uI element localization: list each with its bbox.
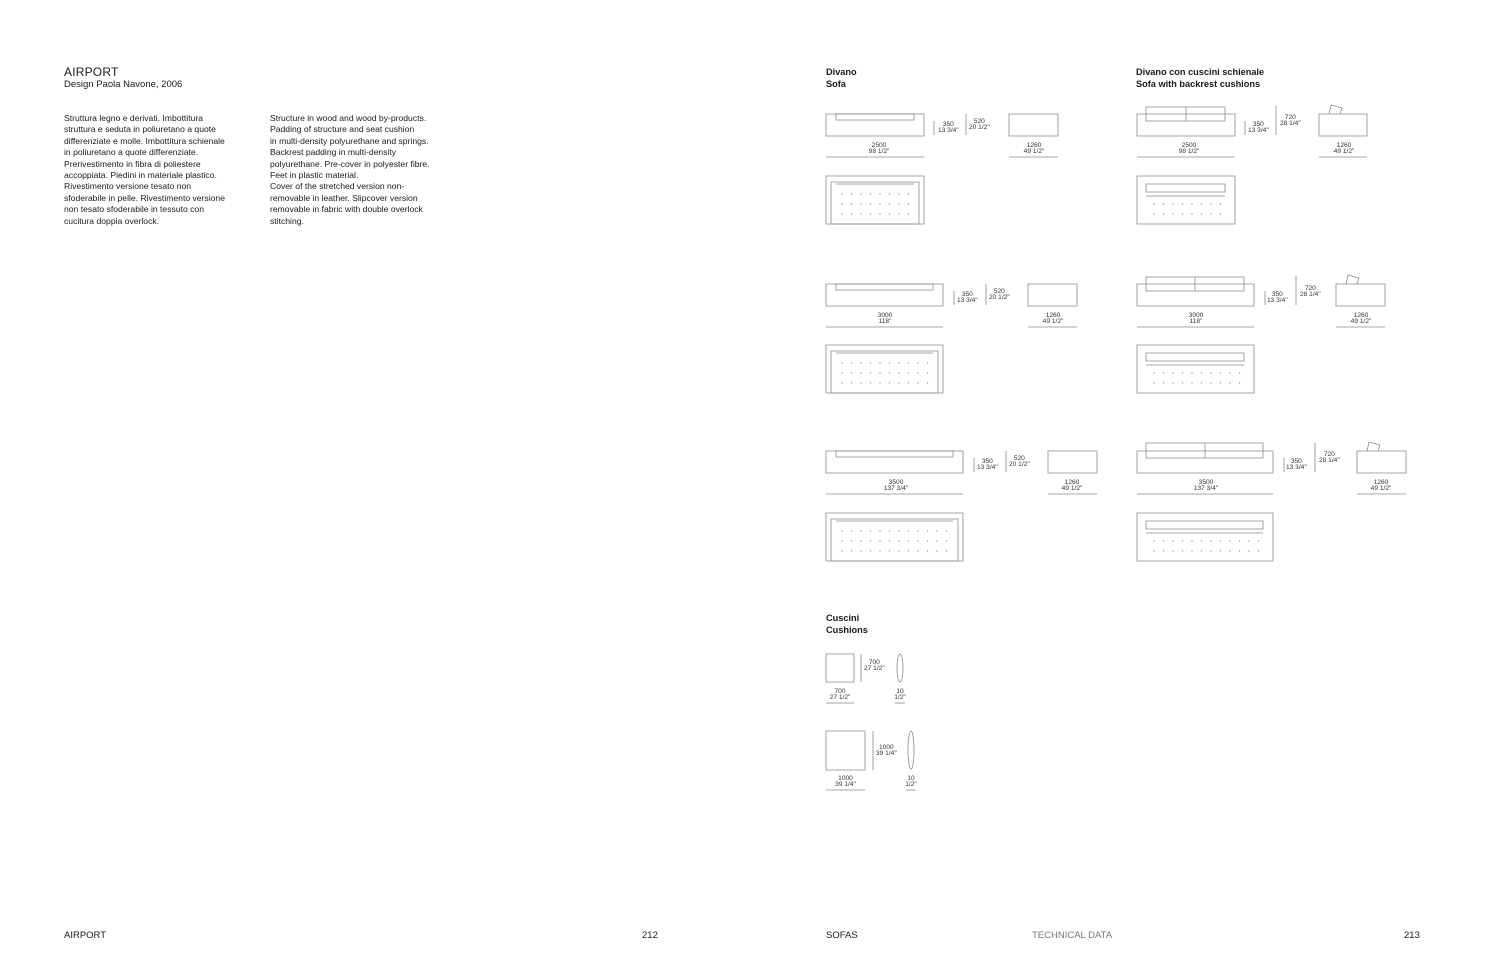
tufting-dot [1182, 550, 1183, 551]
description-english: Structure in wood and wood by-products. Padding of structure and seat cushion in multi-density polyurethane and springs. Backrest padding in multi-density polyurethane. Pre-cover in polyester fibre. Feet in plastic material. Cover of the stretched version non- removable in leather. Slipcover version removable in fabric with double overlock stitching. [270, 113, 430, 226]
tufting-dot [1163, 203, 1164, 204]
tufting-dot [1172, 213, 1173, 214]
tufting-dot [851, 203, 852, 204]
dim-cushion-thickness: 10 1/2" [905, 775, 917, 789]
tufting-dot [1210, 550, 1211, 551]
tufting-dot [898, 203, 899, 204]
tufting-dot [1229, 372, 1230, 373]
tufting-dot [1248, 550, 1249, 551]
dim-width: 2500 98 1/2" [868, 142, 890, 156]
tufting-dot [1210, 540, 1211, 541]
tufting-dot [917, 530, 918, 531]
dim-cushion-width: 1000 39 1/4" [835, 775, 856, 789]
tufting-dot [860, 203, 861, 204]
tufting-dot [851, 550, 852, 551]
tufting-dot [860, 550, 861, 551]
tufting-dot [908, 193, 909, 194]
dim-depth: 1260 49 1/2" [1042, 312, 1064, 326]
tufting-dot [1201, 550, 1202, 551]
tufting-dot [851, 193, 852, 194]
tufting-dot [870, 530, 871, 531]
description-italian: Struttura legno e derivati. Imbottitura struttura e seduta in poliuretano a quote differenziate e molle. Imbottitura schienale in poliuretano a quote differenziate. Prerivestimento in fibra di poliestere accoppiata. Piedini in materiale plastico. Rivestimento versione tesato non sfoderabile in pelle. Rivestimento versione non tesato sfoderabile in tessuto con cucitura doppia overlock. [64, 113, 225, 226]
tufting-dot [1248, 540, 1249, 541]
tufting-dot [841, 372, 842, 373]
dim-cushion-thickness: 10 1/2" [894, 688, 906, 702]
tufting-dot [936, 540, 937, 541]
backrest-heading-it: Divano con cuscini schienale [1136, 67, 1265, 77]
tufting-dot [1163, 372, 1164, 373]
tufting-dot [870, 372, 871, 373]
dim-back-height: 720 28 1/4" [1319, 451, 1340, 465]
tufting-dot [879, 530, 880, 531]
tufting-dot [908, 540, 909, 541]
tufting-dot [936, 530, 937, 531]
tufting-dot [870, 362, 871, 363]
tufting-dot [879, 193, 880, 194]
sofa-heading-en: Sofa [826, 78, 846, 89]
tufting-dot [860, 213, 861, 214]
tufting-dot [927, 372, 928, 373]
tufting-dot [1191, 540, 1192, 541]
tufting-dot [936, 550, 937, 551]
tufting-dot [1182, 203, 1183, 204]
tufting-dot [946, 530, 947, 531]
tufting-dot [851, 372, 852, 373]
tufting-dot [841, 362, 842, 363]
tufting-dot [889, 540, 890, 541]
tufting-dot [860, 372, 861, 373]
tufting-dot [927, 382, 928, 383]
tufting-dot [879, 550, 880, 551]
tufting-dot [1239, 382, 1240, 383]
tufting-dot [1153, 382, 1154, 383]
tufting-dot [1153, 550, 1154, 551]
cushions-heading-en: Cushions [826, 624, 868, 635]
tufting-dot [1258, 550, 1259, 551]
dim-depth: 1260 49 1/2" [1061, 479, 1083, 493]
tufting-dot [898, 550, 899, 551]
dim-seat: 350 13 3/4" [1286, 458, 1307, 472]
tufting-dot [1191, 372, 1192, 373]
tufting-dot [889, 213, 890, 214]
dim-back-height: 720 28 1/4" [1280, 114, 1301, 128]
tufting-dot [1229, 540, 1230, 541]
tufting-dot [841, 193, 842, 194]
tufting-dot [946, 540, 947, 541]
tufting-dot [908, 530, 909, 531]
tufting-dot [1239, 550, 1240, 551]
backrest-heading-en: Sofa with backrest cushions [1136, 78, 1261, 89]
footer-product-name: AIRPORT [64, 930, 107, 941]
tufting-dot [1229, 550, 1230, 551]
tufting-dot [908, 213, 909, 214]
tufting-dot [1191, 213, 1192, 214]
tufting-dot [1229, 382, 1230, 383]
tufting-dot [870, 213, 871, 214]
dim-width: 3500 137 3/4" [883, 479, 909, 493]
tufting-dot [1172, 550, 1173, 551]
tufting-dot [1182, 213, 1183, 214]
tufting-dot [908, 382, 909, 383]
dim-back-height: 720 28 1/4" [1300, 285, 1321, 299]
tufting-dot [1201, 540, 1202, 541]
tufting-dot [927, 530, 928, 531]
dim-seat: 350 13 3/4" [1267, 291, 1288, 305]
tufting-dot [851, 213, 852, 214]
tufting-dot [1163, 550, 1164, 551]
tufting-dot [1163, 540, 1164, 541]
tufting-dot [1172, 372, 1173, 373]
tufting-dot [927, 540, 928, 541]
dim-cushion-width: 700 27 1/2" [829, 688, 851, 702]
tufting-dot [1182, 540, 1183, 541]
tufting-dot [1258, 540, 1259, 541]
dim-depth: 1260 49 1/2" [1333, 142, 1355, 156]
dim-height: 520 20 1/2" [969, 118, 990, 132]
tufting-dot [851, 382, 852, 383]
tufting-dot [879, 372, 880, 373]
tufting-dot [851, 540, 852, 541]
tufting-dot [898, 530, 899, 531]
tufting-dot [889, 362, 890, 363]
dim-cushion-height: 1000 39 1/4" [876, 744, 897, 758]
tufting-dot [860, 193, 861, 194]
tufting-dot [879, 213, 880, 214]
tufting-dot [908, 550, 909, 551]
tufting-dot [1220, 382, 1221, 383]
tufting-dot [898, 372, 899, 373]
tufting-dot [1201, 203, 1202, 204]
tufting-dot [851, 362, 852, 363]
tufting-dot [889, 193, 890, 194]
tufting-dot [908, 372, 909, 373]
tufting-dot [1191, 382, 1192, 383]
tufting-dot [889, 203, 890, 204]
tufting-dot [917, 550, 918, 551]
tufting-dot [841, 382, 842, 383]
tufting-dot [870, 550, 871, 551]
tufting-dot [860, 530, 861, 531]
tufting-dot [870, 382, 871, 383]
page-number-left: 212 [642, 930, 658, 941]
tufting-dot [898, 193, 899, 194]
tufting-dot [889, 382, 890, 383]
tufting-dot [898, 362, 899, 363]
tufting-dot [860, 362, 861, 363]
tufting-dot [1220, 540, 1221, 541]
dim-width: 3000 118" [1188, 312, 1204, 326]
dim-width: 3000 118" [877, 312, 893, 326]
tufting-dot [1210, 203, 1211, 204]
tufting-dot [841, 540, 842, 541]
tufting-dot [841, 213, 842, 214]
dim-height: 520 20 1/2" [1009, 455, 1030, 469]
tufting-dot [860, 382, 861, 383]
tufting-dot [860, 540, 861, 541]
tufting-dot [1153, 372, 1154, 373]
dim-height: 520 20 1/2" [989, 288, 1010, 302]
tufting-dot [841, 203, 842, 204]
tufting-dot [870, 193, 871, 194]
page-number-right: 213 [1404, 930, 1420, 941]
tufting-dot [1153, 203, 1154, 204]
tufting-dot [1239, 540, 1240, 541]
dim-depth: 1260 49 1/2" [1350, 312, 1372, 326]
tufting-dot [1182, 372, 1183, 373]
tufting-dot [1220, 213, 1221, 214]
tufting-dot [917, 362, 918, 363]
product-title: AIRPORT [64, 65, 119, 79]
tufting-dot [879, 540, 880, 541]
tufting-dot [1172, 540, 1173, 541]
tufting-dot [870, 203, 871, 204]
tufting-dot [879, 382, 880, 383]
tufting-dot [946, 550, 947, 551]
tufting-dot [879, 362, 880, 363]
dim-seat: 350 13 3/4" [1248, 121, 1269, 135]
tufting-dot [1210, 382, 1211, 383]
tufting-dot [1153, 213, 1154, 214]
tufting-dot [1191, 203, 1192, 204]
tufting-dot [889, 530, 890, 531]
tufting-dot [927, 362, 928, 363]
tufting-dot [917, 540, 918, 541]
dim-seat: 350 13 3/4" [977, 458, 998, 472]
tufting-dot [1239, 372, 1240, 373]
tufting-dot [1210, 372, 1211, 373]
dim-width: 3500 137 3/4" [1193, 479, 1219, 493]
tufting-dot [898, 213, 899, 214]
tufting-dot [841, 530, 842, 531]
tufting-dot [1220, 372, 1221, 373]
tufting-dot [908, 203, 909, 204]
tufting-dot [898, 382, 899, 383]
tufting-dot [1172, 382, 1173, 383]
tufting-dot [889, 372, 890, 373]
sofa-heading-it: Divano [826, 67, 857, 77]
tufting-dot [1163, 382, 1164, 383]
designer-credit: Design Paola Navone, 2006 [64, 79, 183, 90]
dim-seat: 350 13 3/4" [938, 121, 959, 135]
tufting-dot [1172, 203, 1173, 204]
tufting-dot [917, 382, 918, 383]
tufting-dot [1182, 382, 1183, 383]
dim-seat: 350 13 3/4" [957, 291, 978, 305]
tufting-dot [851, 530, 852, 531]
tufting-dot [889, 550, 890, 551]
tufting-dot [1210, 213, 1211, 214]
cushions-heading-it: Cuscini [826, 613, 860, 623]
tufting-dot [841, 550, 842, 551]
dim-width: 2500 98 1/2" [1178, 142, 1200, 156]
tufting-dot [1191, 550, 1192, 551]
tufting-dot [879, 203, 880, 204]
tufting-dot [1220, 550, 1221, 551]
tufting-dot [1201, 382, 1202, 383]
footer-category: TECHNICAL DATA [1032, 930, 1113, 941]
tufting-dot [1201, 372, 1202, 373]
tufting-dot [1153, 540, 1154, 541]
tufting-dot [1201, 213, 1202, 214]
tufting-dot [917, 372, 918, 373]
dim-cushion-height: 700 27 1/2" [864, 659, 885, 673]
tufting-dot [898, 540, 899, 541]
dim-depth: 1260 49 1/2" [1023, 142, 1045, 156]
tufting-dot [1163, 213, 1164, 214]
tufting-dot [1220, 203, 1221, 204]
tufting-dot [908, 362, 909, 363]
footer-section: SOFAS [826, 930, 858, 941]
tufting-dot [927, 550, 928, 551]
dim-depth: 1260 49 1/2" [1370, 479, 1392, 493]
tufting-dot [870, 540, 871, 541]
